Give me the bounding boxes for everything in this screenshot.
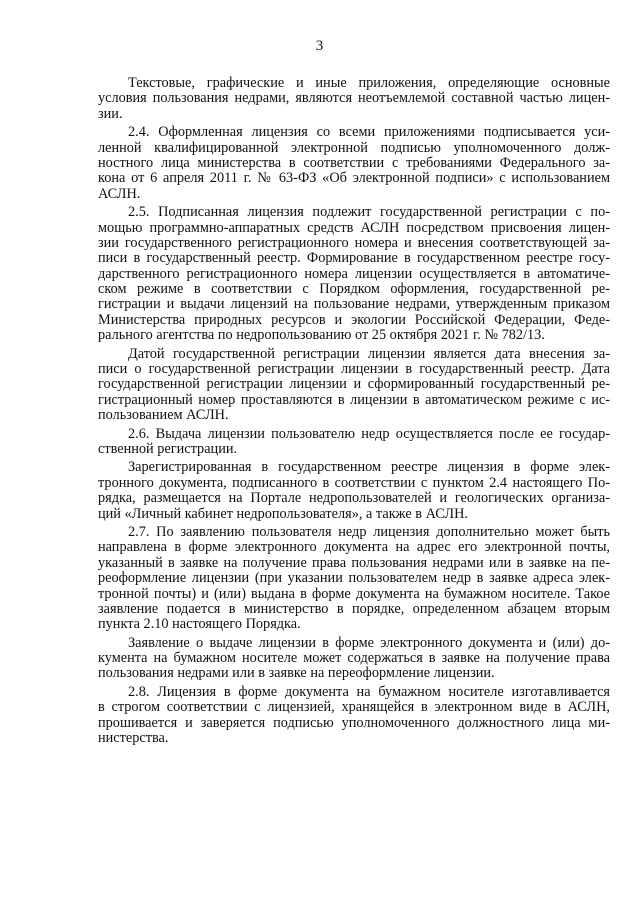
text-line: заявление подается в министерство в порядке, определенном абзацем вторым [98,600,610,617]
text-line: в строгом соответствии с лицензией, хранящейся в электронном виде в АСЛН, [98,699,610,716]
text-line: тронной почты) и (или) выдана в форме документа на бумажном носителе. Такое [98,585,610,602]
text-line: государственной регистрации лицензии и сформированный государственный ре- [98,376,610,393]
document-body [98,76,610,746]
text-line: условия пользования недрами, являются неотъемлемой составной частью лицен- [98,90,610,107]
text-line: ственной регистрации. [98,440,238,457]
text-line: АСЛН. [98,185,141,202]
text-line: нистерства. [98,730,169,747]
text-line: писи о государственной регистрации лицензии в государственный реестр. Дата [98,361,610,378]
text-line: 2.7. По заявлению пользователя недр лицензия дополнительно может быть [128,523,610,540]
page-number: 3 [315,38,324,54]
text-line: 2.5. Подписанная лицензия подлежит государственной регистрации с по- [128,204,610,221]
text-line: тронного документа, подписанного в соответствии с пунктом 2.4 настоящего По- [98,474,610,491]
text-line: кона от 6 апреля 2011 г. № 63-ФЗ «Об электронной подписи» с использованием [98,170,610,187]
text-line: реоформление лицензии (при указании пользователем недр в заявке адреса элек- [98,570,610,587]
text-line: рядка, размещается на Портале недропользователей и геологических организа- [98,490,610,507]
text-line: 2.4. Оформленная лицензия со всеми приложениями подписывается уси- [128,124,610,141]
text-line: гистрации и выдачи лицензий на пользование недрами, утвержденным приказом [98,296,610,313]
text-line: Датой государственной регистрации лицензии является дата внесения за- [128,345,610,362]
text-line: ском режиме в соответствии с Порядком оформления, государственной ре- [98,281,610,298]
text-line: зии. [98,105,123,122]
text-line: ленной квалифицированной электронной подписью уполномоченного долж- [98,139,610,156]
text-line: ций «Личный кабинет недропользователя», а также в АСЛН. [98,505,468,522]
text-line: Текстовые, графические и иные приложения, определяющие основные [128,75,610,91]
text-line: Министерства природных ресурсов и экологии Российской Федерации, Феде- [98,311,610,328]
text-line: писи в государственный реестр. Формирование в государственном реестре госу- [98,250,610,267]
text-line: гистрационный номер проставляются в лицензии в автоматическом режиме с ис- [98,391,610,408]
text-line: рального агентства по недропользованию от 25 октября 2021 г. № 782/13. [98,327,545,344]
text-line: пользованием АСЛН. [98,407,229,424]
text-line: ностного лица министерства в соответствии с требованиями Федерального за- [98,154,610,171]
text-line: 2.6. Выдача лицензии пользователю недр осуществляется после ее государ- [128,425,610,442]
text-line: дарственного регистрационного номера лицензии осуществляется в автоматиче- [98,265,610,282]
text-line: направлена в форме электронного документа на адрес его электронной почты, [98,539,610,556]
text-line: Зарегистрированная в государственном реестре лицензия в форме элек- [128,459,610,476]
text-line: кумента на бумажном носителе может содержаться в заявке на получение права [98,650,610,667]
text-line: пункта 2.10 настоящего Порядка. [98,616,301,633]
text-line: мощью программно-аппаратных средств АСЛН посредством присвоения лицен- [98,219,610,236]
text-line: зии государственного регистрационного номера и внесения соответствующей за- [98,234,610,251]
text-line: 2.8. Лицензия в форме документа на бумажном носителе изготавливается [128,683,610,700]
text-line: указанный в заявке на получение права пользования недрами или в заявке на пе- [98,554,610,571]
text-line: пользования недрами или в заявке на переоформление лицензии. [98,665,495,682]
text-line: Заявление о выдаче лицензии в форме электронного документа и (или) до- [128,634,610,651]
text-line: прошивается и заверяется подписью уполномоченного должностного лица ми- [98,714,610,731]
